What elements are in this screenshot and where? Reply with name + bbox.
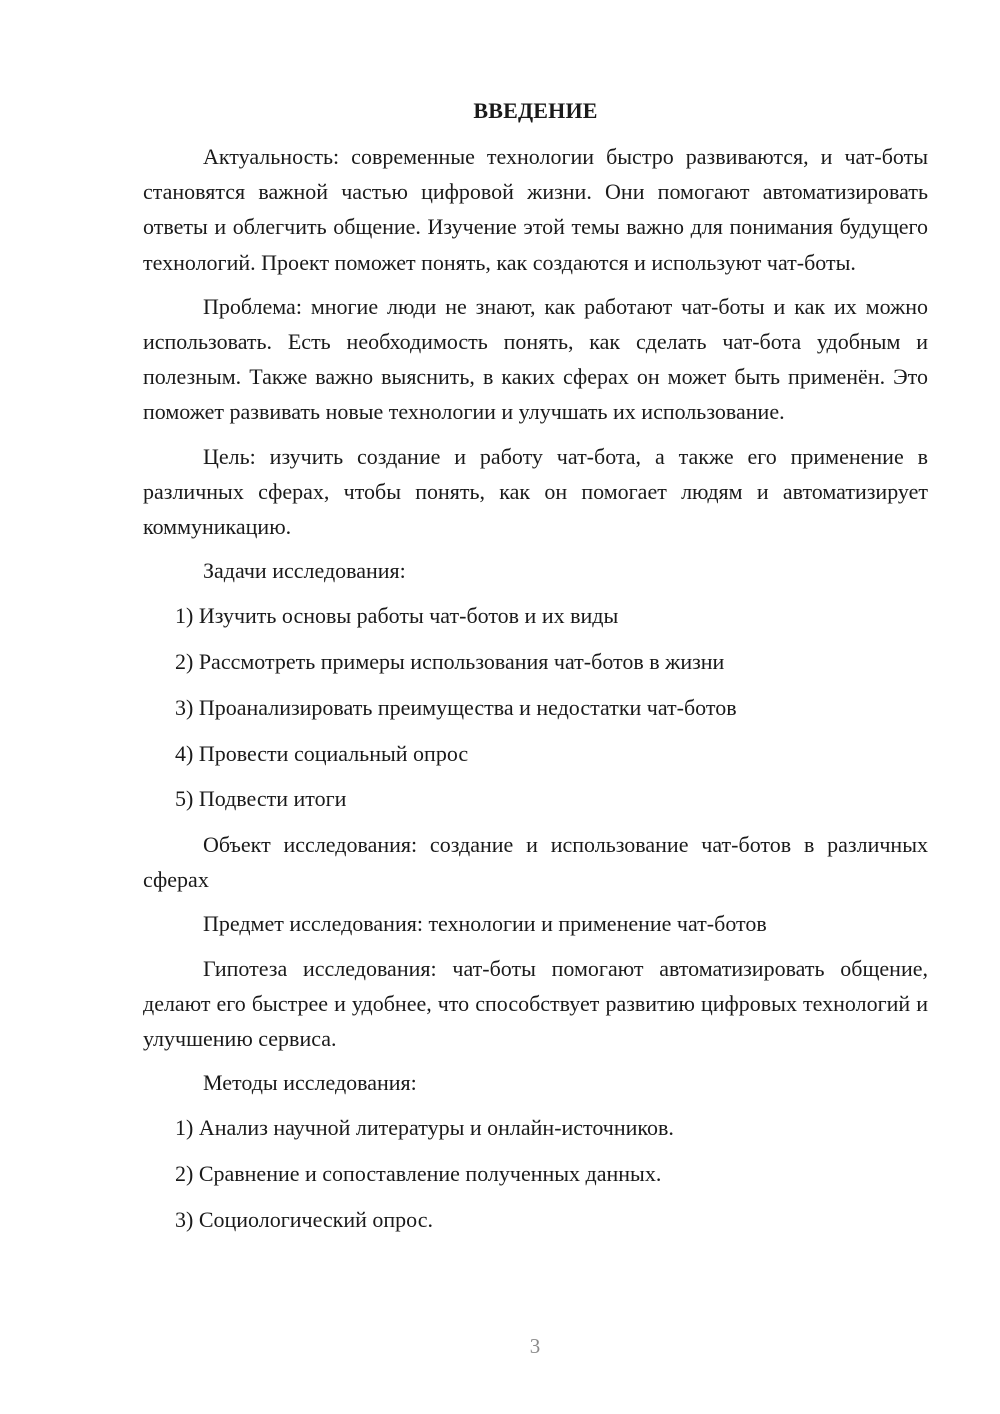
methods-list	[143, 1110, 928, 1237]
section-heading: ВВЕДЕНИЕ	[473, 98, 598, 123]
list-item: 1) Изучить основы работы чат-ботов и их виды	[175, 603, 619, 629]
methods-label: Методы исследования:	[203, 1070, 417, 1096]
tasks-label: Задачи исследования:	[203, 558, 406, 584]
hypothesis-paragraph: Гипотеза исследования: чат-боты помогают автоматизировать общение, делают его быстрее и удобнее, что способствует развитию цифровых технологий и улучшению сервиса.	[143, 955, 928, 1051]
problem-paragraph: Проблема: многие люди не знают, как работают чат-боты и как их можно использовать. Есть необходимость понять, как сделать чат-бота удобным и полезным. Также важно выяснить, в каких сферах он может быть применён. Это поможет развивать новые технологии и улучшать их использование.	[143, 293, 928, 425]
list-item: 1) Анализ научной литературы и онлайн-источников.	[175, 1115, 674, 1141]
list-item: 5) Подвести итоги	[175, 786, 347, 812]
list-item: 4) Провести социальный опрос	[175, 740, 469, 766]
list-item: 2) Сравнение и сопоставление полученных данных.	[175, 1161, 662, 1187]
list-item: 3) Социологический опрос.	[175, 1206, 433, 1232]
object-paragraph: Объект исследования: создание и использование чат-ботов в различных сферах	[143, 831, 928, 893]
subject-paragraph: Предмет исследования: технологии и применение чат-ботов	[203, 911, 767, 937]
page-number: 3	[529, 1334, 541, 1358]
list-item: 2) Рассмотреть примеры использования чат-ботов в жизни	[175, 649, 725, 675]
tasks-list	[143, 598, 928, 816]
list-item: 3) Проанализировать преимущества и недостатки чат-ботов	[175, 694, 737, 720]
document-page	[143, 95, 928, 1247]
goal-paragraph: Цель: изучить создание и работу чат-бота, а также его применение в различных сферах, чтобы понять, как он помогает людям и автоматизирует коммуникацию.	[143, 443, 928, 540]
relevance-paragraph: Актуальность: современные технологии быстро развиваются, и чат-боты становятся важной частью цифровой жизни. Они помогают автоматизировать ответы и облегчить общение. Изучение этой темы важно для понимания будущего технологий. Проект поможет понять, как создаются и используют чат-боты.	[143, 144, 928, 275]
